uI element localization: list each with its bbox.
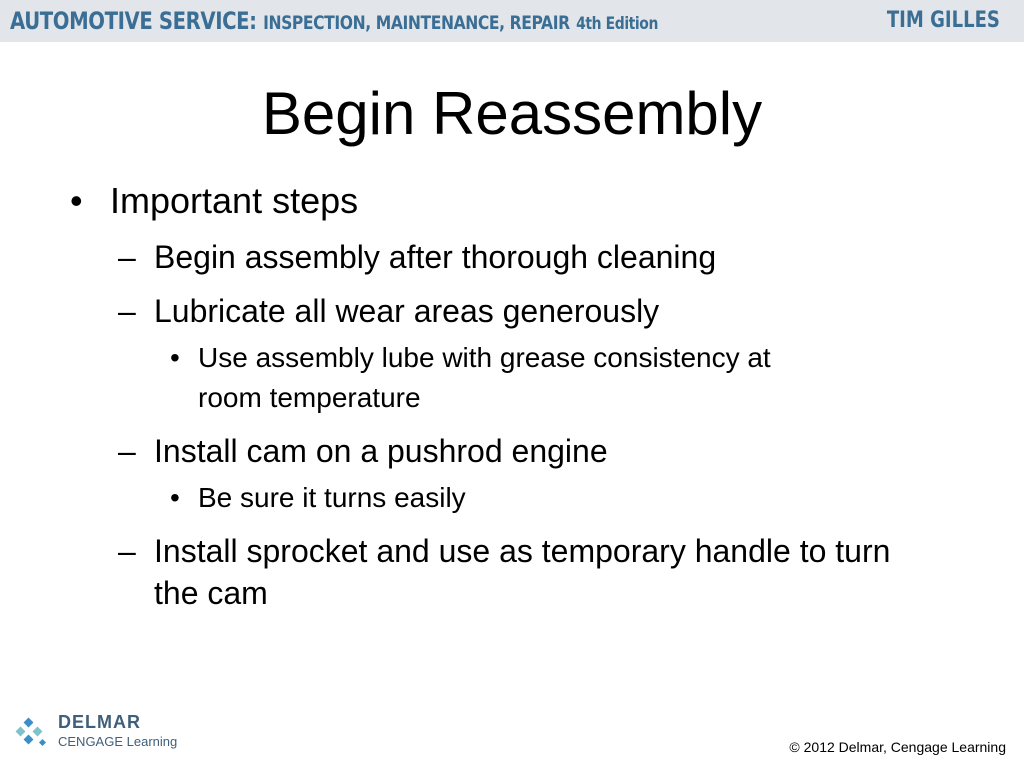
edition-label: 4th Edition [576, 14, 658, 34]
bullet-dot-icon: • [170, 342, 180, 373]
sub-sub-bullet [70, 478, 970, 518]
bullet-level1 [70, 178, 970, 224]
sub-bullet-text: Install cam on a pushrod engine [154, 433, 608, 469]
bullet-dot-icon: • [170, 482, 180, 513]
dash-icon: – [118, 533, 136, 569]
sub-sub-bullet-text: Be sure it turns easily [198, 482, 466, 513]
bullet-text: Important steps [110, 180, 359, 221]
sub-bullet-text: Lubricate all wear areas generously [154, 293, 660, 329]
book-title [10, 6, 800, 39]
delmar-logo-icon [14, 714, 50, 750]
bullet-dot-icon: • [70, 180, 83, 221]
slide-title: Begin Reassembly [261, 80, 763, 147]
sub-bullet [70, 290, 970, 332]
series-subtitle: INSPECTION, MAINTENANCE, REPAIR [263, 12, 570, 34]
sub-bullet [70, 430, 970, 472]
brand-name: DELMAR [58, 712, 141, 732]
series-title: AUTOMOTIVE SERVICE: [10, 7, 257, 35]
copyright-notice: © 2012 Delmar, Cengage Learning [789, 739, 1006, 755]
sub-sub-bullet-text: Use assembly lube with grease consistency at room temperature [198, 342, 771, 413]
sub-bullet-text: Install sprocket and use as temporary handle to turn the cam [154, 533, 891, 611]
delmar-logo [14, 712, 214, 752]
sub-sub-bullet [70, 338, 838, 418]
dash-icon: – [118, 293, 136, 329]
sub-bullet [70, 530, 934, 614]
sub-bullet-text: Begin assembly after thorough cleaning [154, 239, 717, 275]
sub-bullet [70, 236, 970, 278]
slide-body [70, 178, 970, 614]
brand-subtitle: CENGAGE Learning [58, 734, 178, 749]
author-name: TIM GILLES [886, 8, 1000, 33]
dash-icon: – [118, 239, 136, 275]
dash-icon: – [118, 433, 136, 469]
